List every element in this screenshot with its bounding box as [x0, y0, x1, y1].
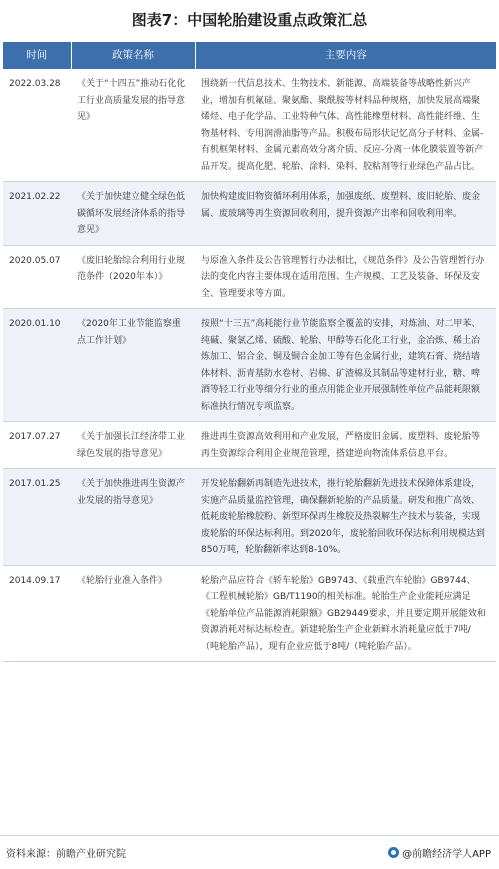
row-content: 推进再生资源高效利用和产业发展，严格废旧金属、废塑料、废轮胎等再生资源综合利用企业规范管理，搭建逆向物流体系信息平台。 [195, 422, 496, 469]
row-date: 2021.02.22 [3, 182, 71, 246]
row-policy: 《关于加快推进再生资源产业发展的指导意见》 [71, 469, 195, 566]
row-date: 2017.07.27 [3, 422, 71, 469]
column-header-policy: 政策名称 [71, 42, 195, 69]
row-policy: 《关于加强长江经济带工业绿色发展的指导意见》 [71, 422, 195, 469]
column-header-content: 主要内容 [195, 42, 496, 69]
row-content: 围绕新一代信息技术、生物技术、新能源、高端装备等战略性新兴产业，增加有机氟硅、聚氨酯、聚酰胺等材料品种规格，加快发展高端聚烯烃、电子化学品、工业特种气体、高性能橡塑材料、高性能纤维、生物基材料、专用润滑油脂等产品。积极布局形状记忆高分子材料、金属-有机框架材料、金属元素高效分离介质、反应-分离一体化膜装置等新产品开发。提高化肥、轮胎、涂料、染料、胶粘剂等行业绿色产品占比。 [195, 69, 496, 182]
policy-table [3, 42, 496, 662]
source-note: 资料来源：前瞻产业研究院 [6, 849, 126, 860]
row-date: 2014.09.17 [3, 565, 71, 662]
table-row [3, 245, 496, 309]
table-row [3, 565, 496, 662]
footer [0, 835, 499, 869]
row-content: 开发轮胎翻新再制造先进技术，推行轮胎翻新先进技术保障体系建设，实施产品质量监控管理，确保翻新轮胎的产品质量。研发和推广高效、低耗废轮胎橡胶粉、新型环保再生橡胶及热裂解生产技术与装备，实现废轮胎的环保达标利用。到2020年，废轮胎回收环保达标利用规模达到850万吨，轮胎翻新率达到8-10%。 [195, 469, 496, 566]
row-date: 2017.01.25 [3, 469, 71, 566]
row-policy: 《轮胎行业准入条件》 [71, 565, 195, 662]
row-content: 轮胎产品应符合《轿车轮胎》GB9743、《载重汽车轮胎》GB9744、《工程机械轮胎》GB/T1190的相关标准。轮胎生产企业能耗应满足《轮胎单位产品能源消耗限额》GB29449要求，并且要定期开展能效和资源消耗对标达标检查。新建轮胎生产企业新鲜水消耗量应低于7吨/（吨轮胎产品），现有企业应低于8吨/（吨轮胎产品）。 [195, 565, 496, 662]
row-policy: 《关于加快建立健全绿色低碳循环发展经济体系的指导意见》 [71, 182, 195, 246]
row-policy: 《关于“十四五”推动石化化工行业高质量发展的指导意见》 [71, 69, 195, 182]
row-policy: 《2020年工业节能监察重点工作计划》 [71, 309, 195, 422]
row-content: 按照“十三五”高耗能行业节能监察全覆盖的安排，对炼油、对二甲苯、纯碱、聚氯乙烯、硫酸、轮胎、甲醇等石化化工行业，金冶炼、稀土冶炼加工、铝合金、铜及铜合金加工等有色金属行业，建筑石膏、烧结墙体材料、沥青基防水卷材、岩棉、矿渣棉及其制品等建材行业，糖、啤酒等轻工行业等细分行业的重点用能企业开展强制性单位产品能耗限额标准执行情况专项监察。 [195, 309, 496, 422]
page-title: 图表7：中国轮胎建设重点政策汇总 [131, 11, 368, 29]
row-content: 加快构建废旧物资循环利用体系，加强废纸、废塑料、废旧轮胎、废金属、废玻璃等再生资源回收利用，提升资源产出率和回收利用率。 [195, 182, 496, 246]
row-date: 2022.03.28 [3, 69, 71, 182]
table-row [3, 469, 496, 566]
table-row [3, 182, 496, 246]
table-row [3, 422, 496, 469]
brand-logo-icon [388, 847, 399, 858]
row-policy: 《废旧轮胎综合利用行业规范条件（2020年本）》 [71, 245, 195, 309]
table-header-row [3, 42, 496, 69]
column-header-date: 时间 [3, 42, 71, 69]
table-row [3, 309, 496, 422]
brand-credit [388, 845, 491, 860]
row-content: 与原准入条件及公告管理暂行办法相比，《规范条件》及公告管理暂行办法的变化内容主要体现在适用范围、生产规模、工艺及装备、环保及安全、管理要求等方面。 [195, 245, 496, 309]
table-row [3, 69, 496, 182]
row-date: 2020.01.10 [3, 309, 71, 422]
brand-label: @前瞻经济学人APP [402, 849, 491, 860]
row-date: 2020.05.07 [3, 245, 71, 309]
